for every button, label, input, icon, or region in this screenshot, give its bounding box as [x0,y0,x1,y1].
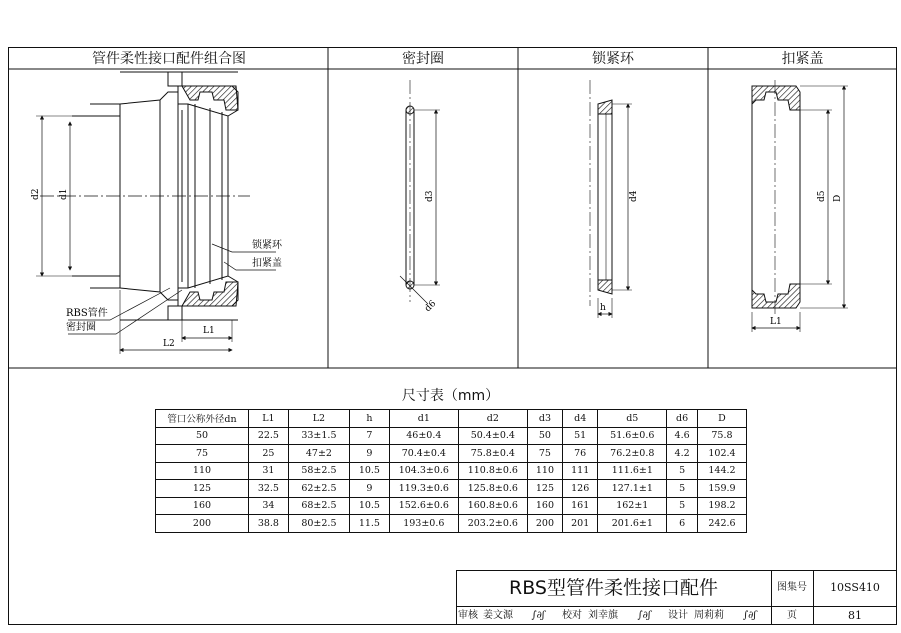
table-cell: 5 [667,497,698,515]
table-cell: 50.4±0.4 [458,427,527,445]
label-cap-L1: L1 [770,317,782,327]
table-cell: 75 [527,445,562,463]
table-cell: 144.2 [697,462,746,480]
col-header: D [697,410,746,428]
table-cell: 5 [667,462,698,480]
col-header: 管口公称外径dn [156,410,249,428]
table-cell: 160 [156,497,249,515]
table-cell: 32.5 [249,480,289,498]
table-cell: 50 [527,427,562,445]
table-cell: 11.5 [350,515,390,533]
table-cell: 62±2.5 [288,480,349,498]
table-cell: 4.6 [667,427,698,445]
table-cell: 68±2.5 [288,497,349,515]
table-cell: 203.2±0.6 [458,515,527,533]
label-d3: d3 [425,190,435,202]
table-cell: 47±2 [288,445,349,463]
label-d5: d5 [817,190,827,202]
table-cell: 5 [667,480,698,498]
table-cell: 159.9 [697,480,746,498]
table-cell: 80±2.5 [288,515,349,533]
table-cell: 7 [350,427,390,445]
checker-name: 刘幸旗 [588,610,618,621]
atlas-label: 图集号 [777,582,807,593]
label-d1: d1 [59,188,69,200]
table-cell: 198.2 [697,497,746,515]
dimension-table [155,409,747,533]
table-cell: 242.6 [697,515,746,533]
table-cell: 51 [563,427,598,445]
table-cell: 162±1 [598,497,667,515]
label-h: h [600,303,606,313]
label-seal-ring: 密封圈 [66,322,96,333]
table-cell: 111 [563,462,598,480]
table-cell: 9 [350,480,390,498]
label-L2: L2 [163,339,175,349]
drawing-title: RBS型管件柔性接口配件 [509,577,718,599]
label-d2: d2 [31,188,41,200]
table-cell: 58±2.5 [288,462,349,480]
table-caption: 尺寸表（mm） [401,388,500,404]
table-cell: 119.3±0.6 [389,480,458,498]
table-cell: 201.6±1 [598,515,667,533]
table-cell: 51.6±0.6 [598,427,667,445]
table-row [156,515,747,533]
label-rbs-pipe: RBS管件 [66,308,108,319]
cap-title: 扣紧盖 [781,51,824,67]
table-cell: 201 [563,515,598,533]
table-cell: 9 [350,445,390,463]
table-cell: 34 [249,497,289,515]
table-row [156,427,747,445]
col-header: L1 [249,410,289,428]
table-cell: 193±0.6 [389,515,458,533]
lock-title: 锁紧环 [592,51,634,67]
table-cell: 75 [156,445,249,463]
col-header: L2 [288,410,349,428]
col-header: d4 [563,410,598,428]
page-number: 81 [848,609,862,622]
table-cell: 126 [563,480,598,498]
table-cell: 31 [249,462,289,480]
label-d6: d6 [423,298,439,315]
label-D: D [833,194,843,202]
atlas-number: 10SS410 [830,581,880,594]
label-lock-ring: 锁紧环 [252,240,282,251]
table-cell: 111.6±1 [598,462,667,480]
table-cell: 4.2 [667,445,698,463]
col-header: d6 [667,410,698,428]
table-header-row [156,410,747,428]
col-header: d5 [598,410,667,428]
table-cell: 125 [156,480,249,498]
table-cell: 10.5 [350,462,390,480]
table-cell: 104.3±0.6 [389,462,458,480]
table-row [156,480,747,498]
cap-drawing [752,80,848,332]
assembly-title: 管件柔性接口配件组合图 [92,51,246,67]
table-cell: 38.8 [249,515,289,533]
designer-name: 周莉莉 [694,610,724,621]
table-cell: 200 [527,515,562,533]
table-cell: 75.8±0.4 [458,445,527,463]
table-cell: 10.5 [350,497,390,515]
col-header: h [350,410,390,428]
design-label: 设计 [668,610,688,621]
col-header: d1 [389,410,458,428]
reviewer-name: 姜文源 [483,610,513,621]
table-row [156,497,747,515]
reviewer-signature: ∫∂ʃ [531,610,545,621]
review-label: 审核 [458,610,478,621]
table-cell: 110 [156,462,249,480]
table-cell: 25 [249,445,289,463]
table-cell: 161 [563,497,598,515]
label-L1: L1 [203,326,215,336]
seal-title: 密封圈 [402,51,444,67]
table-cell: 110.8±0.6 [458,462,527,480]
table-cell: 127.1±1 [598,480,667,498]
designer-signature: ∫∂ʃ [742,610,757,621]
table-cell: 110 [527,462,562,480]
label-cap: 扣紧盖 [252,258,282,269]
lock-ring-drawing [590,80,632,318]
table-cell: 102.4 [697,445,746,463]
page-label: 页 [787,610,797,621]
table-cell: 152.6±0.6 [389,497,458,515]
col-header: d3 [527,410,562,428]
table-cell: 70.4±0.4 [389,445,458,463]
table-row [156,462,747,480]
table-cell: 160.8±0.6 [458,497,527,515]
table-cell: 200 [156,515,249,533]
table-cell: 76 [563,445,598,463]
table-row [156,445,747,463]
table-cell: 46±0.4 [389,427,458,445]
table-cell: 125.8±0.6 [458,480,527,498]
table-cell: 50 [156,427,249,445]
checker-signature: ∫∂ʃ [637,610,651,621]
col-header: d2 [458,410,527,428]
check-label: 校对 [562,610,582,621]
table-cell: 6 [667,515,698,533]
table-cell: 160 [527,497,562,515]
label-d4: d4 [629,190,639,202]
table-cell: 22.5 [249,427,289,445]
table-cell: 75.8 [697,427,746,445]
table-cell: 125 [527,480,562,498]
table-cell: 33±1.5 [288,427,349,445]
table-cell: 76.2±0.8 [598,445,667,463]
